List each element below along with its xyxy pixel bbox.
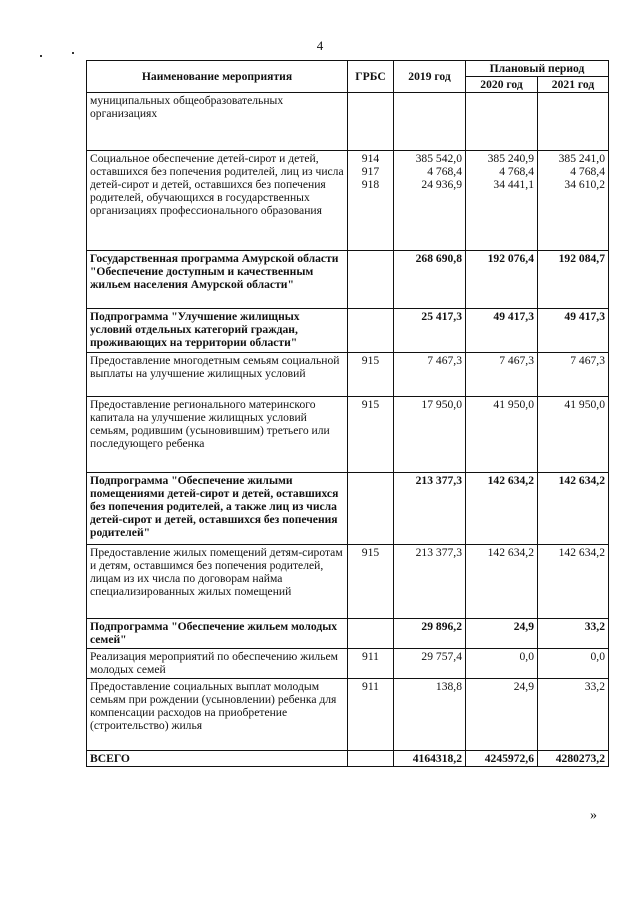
row-2020: 41 950,0 [466,397,538,473]
header-2019: 2019 год [394,61,466,93]
header-2020: 2020 год [466,77,538,93]
row-grbs: 914 917 918 [348,151,394,251]
row-2020: 142 634,2 [466,473,538,545]
row-grbs [348,93,394,151]
row-name: Подпрограмма "Обеспечение жильем молодых семей" [87,619,348,649]
row-name: муниципальных общеобразовательных организациях [87,93,348,151]
row-grbs: 915 [348,545,394,619]
table-row [87,251,609,309]
row-2019: 7 467,3 [394,353,466,397]
row-2021: 4280273,2 [538,751,609,767]
row-2019: 4164318,2 [394,751,466,767]
row-2021: 49 417,3 [538,309,609,353]
row-2021 [538,93,609,151]
row-2021: 192 084,7 [538,251,609,309]
row-2019: 29 896,2 [394,619,466,649]
table-row [87,151,609,251]
row-name: Предоставление социальных выплат молодым семьям при рождении (усыновлении) ребенка для компенсации расходов на приобретение (строительство) жилья [87,679,348,751]
row-2020: 0,0 [466,649,538,679]
row-2020: 49 417,3 [466,309,538,353]
table-row [87,309,609,353]
row-grbs [348,473,394,545]
page-number: 4 [316,38,324,53]
row-grbs [348,751,394,767]
row-2020: 7 467,3 [466,353,538,397]
table-row [87,353,609,397]
row-name: Предоставление многодетным семьям социальной выплаты на улучшение жилищных условий [87,353,348,397]
row-2020: 142 634,2 [466,545,538,619]
row-2019: 213 377,3 [394,545,466,619]
row-name: Предоставление регионального материнского капитала на улучшение жилищных условий семьям, родившим (усыновившим) третьего или последующего ребенка [87,397,348,473]
row-name: Государственная программа Амурской области "Обеспечение доступным и качественным жильем населения Амурской области" [87,251,348,309]
row-grbs: 915 [348,353,394,397]
row-2021: 142 634,2 [538,545,609,619]
row-2020: 192 076,4 [466,251,538,309]
row-2020 [466,93,538,151]
row-2021: 33,2 [538,619,609,649]
row-2021: 385 241,0 4 768,4 34 610,2 [538,151,609,251]
row-grbs [348,309,394,353]
row-name: Реализация мероприятий по обеспечению жильем молодых семей [87,649,348,679]
row-2019: 268 690,8 [394,251,466,309]
scan-speck [72,52,74,54]
scan-speck [40,55,42,57]
row-2021: 142 634,2 [538,473,609,545]
table-row [87,649,609,679]
row-2019: 213 377,3 [394,473,466,545]
row-2019: 385 542,0 4 768,4 24 936,9 [394,151,466,251]
table-row [87,545,609,619]
row-name: Предоставление жилых помещений детям-сиротам и детям, оставшимся без попечения родителей, лицам из их числа по договорам найма специализированных жилых помещений [87,545,348,619]
row-name: Подпрограмма "Улучшение жилищных условий отдельных категорий граждан, проживающих на территории области" [87,309,348,353]
table-row [87,619,609,649]
row-grbs [348,619,394,649]
table-row [87,679,609,751]
table-row-total [87,751,609,767]
row-grbs: 911 [348,679,394,751]
row-name: ВСЕГО [87,751,348,767]
row-name: Подпрограмма "Обеспечение жилыми помещениями детей-сирот и детей, оставшихся без попечения родителей, а также лиц из числа детей-сирот и детей, оставшихся без попечения родителей" [87,473,348,545]
row-2021: 33,2 [538,679,609,751]
row-2021: 7 467,3 [538,353,609,397]
row-2020: 385 240,9 4 768,4 34 441,1 [466,151,538,251]
row-2020: 4245972,6 [466,751,538,767]
row-2019: 25 417,3 [394,309,466,353]
closing-quote: » [590,808,597,823]
header-grbs: ГРБС [348,61,394,93]
row-grbs: 911 [348,649,394,679]
row-2020: 24,9 [466,679,538,751]
row-2021: 0,0 [538,649,609,679]
row-name: Социальное обеспечение детей-сирот и детей, оставшихся без попечения родителей, лиц из числа детей-сирот и детей, оставшихся без попечения родителей, обучающихся в государственных организациях профессионального образования [87,151,348,251]
row-2019: 29 757,4 [394,649,466,679]
table-row [87,93,609,151]
row-2019 [394,93,466,151]
header-2021: 2021 год [538,77,609,93]
row-grbs: 915 [348,397,394,473]
row-2019: 17 950,0 [394,397,466,473]
table-row [87,397,609,473]
header-plan-period: Плановый период [466,61,609,77]
row-2020: 24,9 [466,619,538,649]
row-2019: 138,8 [394,679,466,751]
budget-table [86,60,609,767]
table-row [87,473,609,545]
row-grbs [348,251,394,309]
row-2021: 41 950,0 [538,397,609,473]
header-name: Наименование мероприятия [87,61,348,93]
